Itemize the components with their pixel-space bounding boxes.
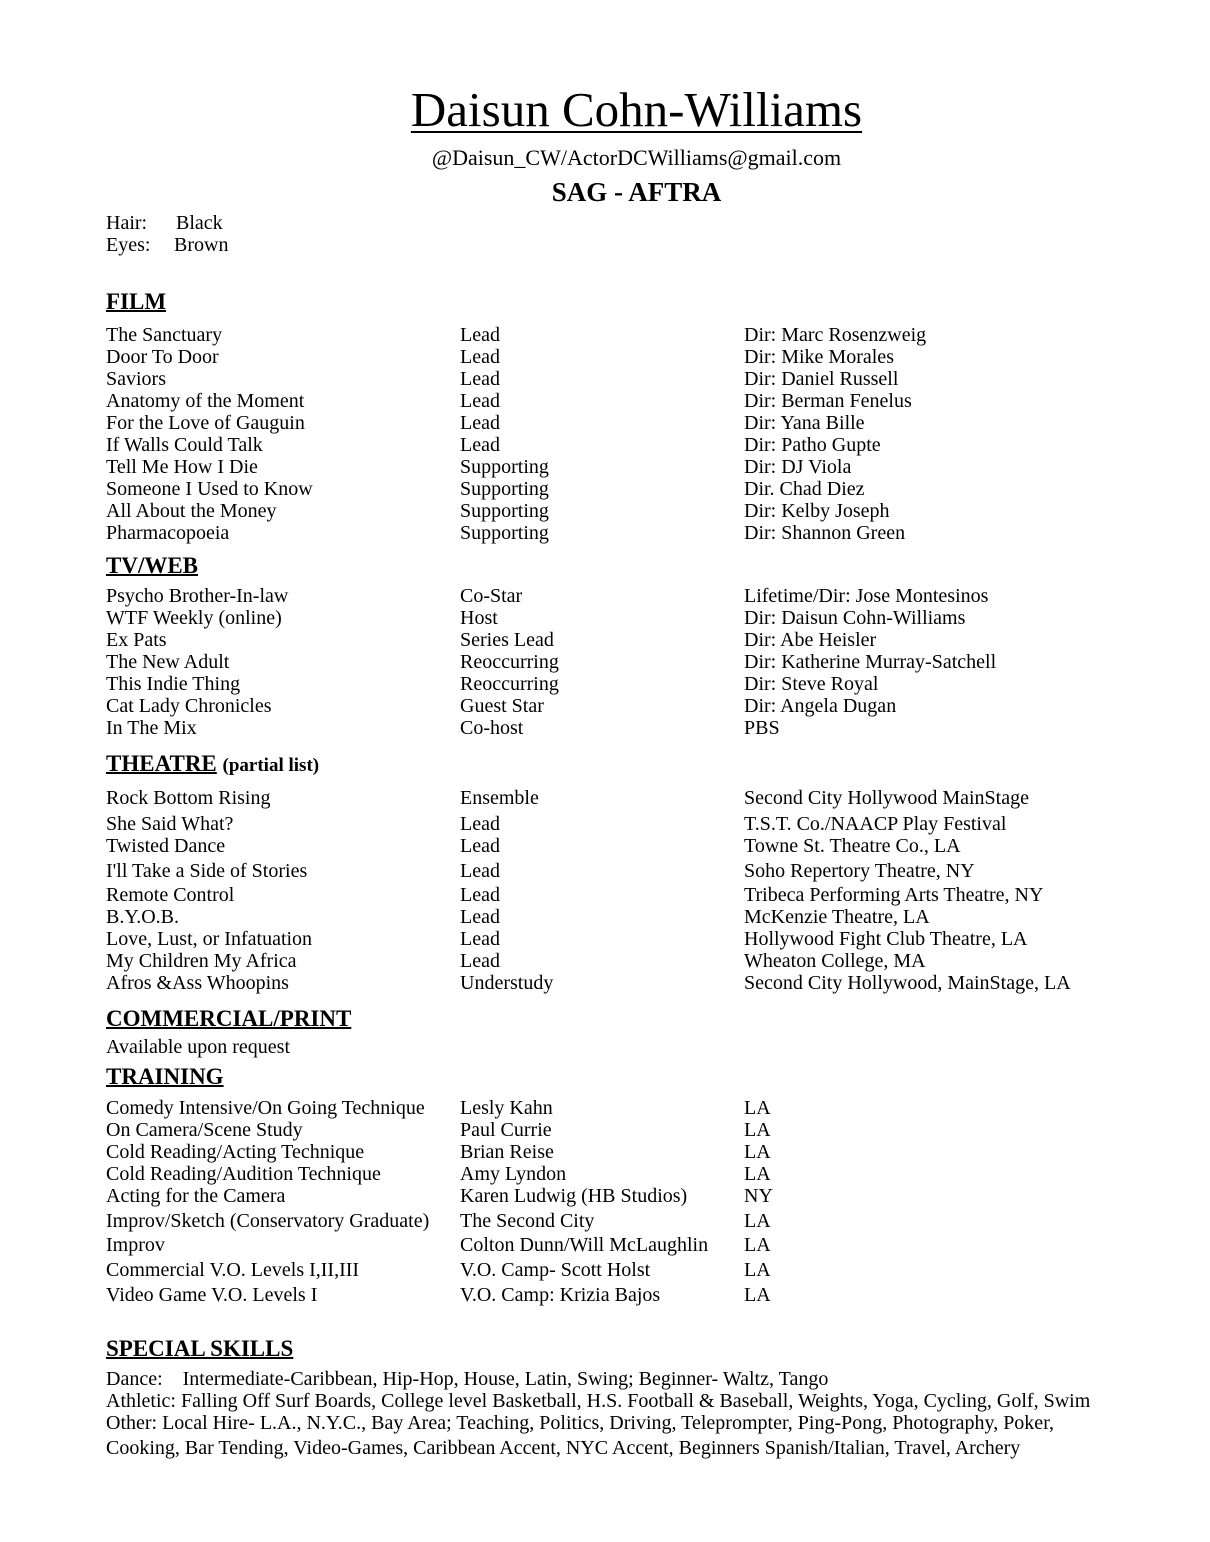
commercial-note: Available upon request (106, 1036, 291, 1058)
contact-info: @Daisun_CW/ActorDCWilliams@gmail.com (431, 145, 842, 170)
attribute-value: Black (176, 212, 223, 234)
skills-line-dance: Dance: Intermediate-Caribbean, Hip-Hop, House, Latin, Swing; Beginner- Waltz, Tango (106, 1368, 829, 1390)
skills-line-other: Other: Local Hire- L.A., N.Y.C., Bay Area; Teaching, Politics, Driving, Teleprompter, Ping-Pong, Photography, Poker, (106, 1412, 1055, 1434)
actor-name: Daisun Cohn-Williams (410, 82, 863, 137)
attribute-hair (106, 212, 223, 234)
attribute-label: Eyes: (106, 234, 151, 256)
section-heading-theatre: THEATRE (partial list) (106, 751, 320, 776)
attribute-value: Brown (174, 234, 229, 256)
section-heading-commercial: COMMERCIAL/PRINT (106, 1006, 352, 1031)
skills-line-other-cont: Cooking, Bar Tending, Video-Games, Caribbean Accent, NYC Accent, Beginners Spanish/Italian, Travel, Archery (106, 1437, 1021, 1459)
section-heading-special-skills: SPECIAL SKILLS (106, 1336, 294, 1361)
theatre-subheading: (partial list) (222, 755, 320, 776)
section-heading-film: FILM (106, 289, 167, 314)
attribute-eyes (106, 234, 228, 256)
skills-line-athletic: Athletic: Falling Off Surf Boards, College level Basketball, H.S. Football & Baseball, Weights, Yoga, Cycling, Golf, Swim (106, 1390, 1091, 1412)
resume-page: Daisun Cohn-Williams @Daisun_CW/ActorDCWilliams@gmail.com SAG - AFTRA Hair: Black Eyes: Brown FILM The Sanctuary Lead Dir: Marc Rosenzweig Door To Door Lead Dir: Mike Morales Saviors Lead Dir: Daniel Russell Anatomy of the Moment Lead Dir: Berman Fenelus For the Love of Gauguin Lead Dir: Yana Bille If Walls Could Talk Lead Dir: Patho Gupte Tell Me How I Die Supporting Dir: DJ Viola Someone I Used to Know Supporting Dir. Chad Diez All About the Money Supporting Dir: Kelby Joseph Pharmacopoeia Supporting Dir: Shannon Green TV/WEB Psycho Brother-In-law Co-Star Lifetime/Dir: Jose Montesinos WTF Weekly (online) Host Dir: Daisun Cohn-Williams Ex Pats Series Lead Dir: Abe Heisler The New Adult Reoccurring Dir: Katherine Murray-Satchell This Indie Thing Reoccurring Dir: Steve Royal Cat Lady Chronicles Guest Star Dir: Angela Dugan In The Mix Co-host PBS THEATRE (partial list) Rock Bottom Rising Ensemble Second City Hollywood MainStage She Said What? Lead T.S.T. Co./NAACP Play Festival Twisted Dance Lead Towne St. Theatre Co., LA I'll Take a Side of Stories Lead Soho Repertory Theatre, NY Remote Control Lead Tribeca Performing Arts Theatre, NY B.Y.O.B. Lead McKenzie Theatre, LA Love, Lust, or Infatuation Lead Hollywood Fight Club Theatre, LA My Children My Africa Lead Wheaton College, MA Afros &Ass Whoopins Understudy Second City Hollywood, MainStage, LA COMMERCIAL/PRINT Available upon request TRAINING Comedy Intensive/On Going Technique Lesly Kahn LA On Camera/Scene Study Paul Currie LA Cold Reading/Acting Technique Brian Reise LA Cold Reading/Audition Technique Amy Lyndon LA Acting for the Camera Karen Ludwig (HB Studios) NY Improv/Sketch (Conservatory Graduate) The Second City LA Improv Colton Dunn/Will McLaughlin LA Commercial V.O. Levels I,II,III V.O. Camp- Scott Holst LA Video Game V.O. Levels I V.O. Camp: Krizia Bajos LA SPECIAL SKILLS Dance: Intermediate-Caribbean, Hip-Hop, House, Latin, Swing; Beginner- Waltz, Tango Athletic: Falling Off Surf Boards, College level Basketball, H.S. Football & Baseball, Weights, Yoga, Cycling, Golf, Swim Other: Local Hire- L.A., N.Y.C., Bay Area; Teaching, Politics, Driving, Teleprompter, Ping-Pong, Photography, Poker, Cooking, Bar Tending, Video-Games, Caribbean Accent, NYC Accent, Beginners Spanish/Italian, Travel, Archery (0, 0, 1210, 1542)
section-heading-tv-web: TV/WEB (106, 553, 199, 578)
union-affiliation: SAG - AFTRA (551, 177, 722, 207)
section-heading-training: TRAINING (106, 1064, 224, 1089)
attribute-label: Hair: (106, 212, 148, 234)
